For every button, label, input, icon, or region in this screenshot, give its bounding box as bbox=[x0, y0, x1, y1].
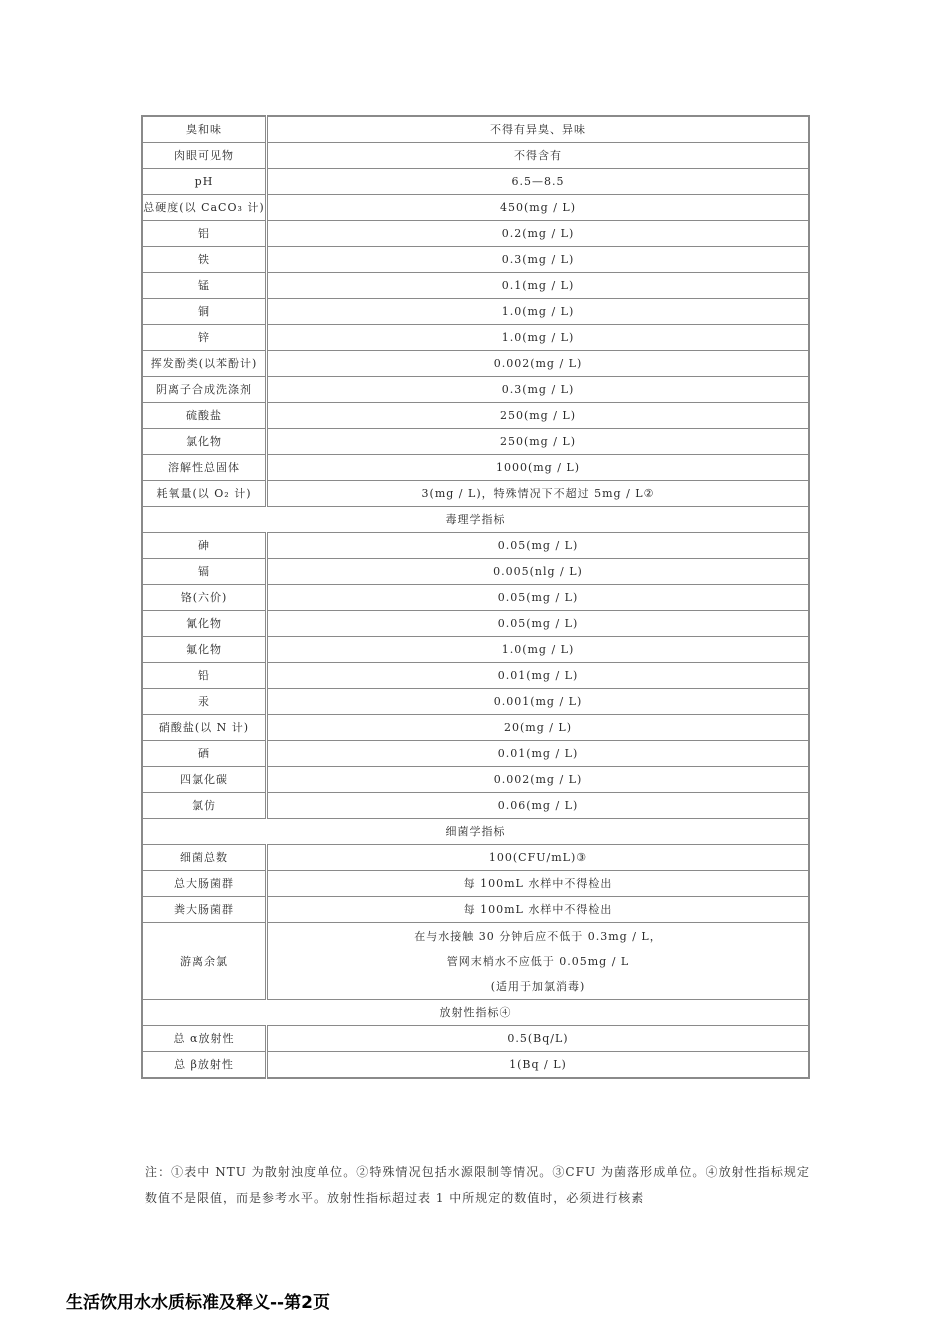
section-header-radioactivity: 放射性指标④ bbox=[142, 1000, 809, 1026]
limit-value-cell: 0.001(mg / L) bbox=[267, 689, 810, 715]
item-name-cell: 挥发酚类(以苯酚计) bbox=[142, 351, 267, 377]
item-name-cell: 溶解性总固体 bbox=[142, 455, 267, 481]
limit-line: 管网末梢水不应低于 0.05mg / L bbox=[446, 954, 630, 968]
table-row bbox=[142, 403, 809, 429]
item-name-cell: 总硬度(以 CaCO₃ 计) bbox=[142, 195, 267, 221]
item-name-cell: 总 β放射性 bbox=[142, 1052, 267, 1079]
section-header-toxicology: 毒理学指标 bbox=[142, 507, 809, 533]
limit-value-cell: 不得有异臭、异味 bbox=[267, 116, 810, 143]
limit-value-cell: 0.01(mg / L) bbox=[267, 663, 810, 689]
limit-value-cell: 0.2(mg / L) bbox=[267, 221, 810, 247]
limit-value-cell: 3(mg / L)，特殊情况下不超过 5mg / L② bbox=[267, 481, 810, 507]
item-name-cell: 氯仿 bbox=[142, 793, 267, 819]
limit-value-cell: 20(mg / L) bbox=[267, 715, 810, 741]
limit-value-cell: 不得含有 bbox=[267, 143, 810, 169]
limit-value-cell: 0.002(mg / L) bbox=[267, 351, 810, 377]
section-row bbox=[142, 507, 809, 533]
table-row bbox=[142, 325, 809, 351]
table-row bbox=[142, 455, 809, 481]
item-name-cell: 砷 bbox=[142, 533, 267, 559]
limit-value-cell: 0.5(Bq/L) bbox=[267, 1026, 810, 1052]
water-quality-table bbox=[141, 115, 810, 1079]
limit-value-cell: 100(CFU/mL)③ bbox=[267, 845, 810, 871]
item-name-cell: 汞 bbox=[142, 689, 267, 715]
item-name-cell: 氟化物 bbox=[142, 637, 267, 663]
limit-value-cell: 0.05(mg / L) bbox=[267, 611, 810, 637]
table-row bbox=[142, 871, 809, 897]
table-row bbox=[142, 273, 809, 299]
limit-value-cell: 1.0(mg / L) bbox=[267, 299, 810, 325]
limit-value-cell: 0.002(mg / L) bbox=[267, 767, 810, 793]
table-row bbox=[142, 221, 809, 247]
item-name-cell: 锌 bbox=[142, 325, 267, 351]
table-row bbox=[142, 481, 809, 507]
table-row bbox=[142, 377, 809, 403]
item-name-cell: 粪大肠菌群 bbox=[142, 897, 267, 923]
table-row bbox=[142, 611, 809, 637]
table-row bbox=[142, 845, 809, 871]
section-row bbox=[142, 1000, 809, 1026]
table-row bbox=[142, 1052, 809, 1079]
table-row bbox=[142, 585, 809, 611]
item-name-cell: 总大肠菌群 bbox=[142, 871, 267, 897]
table-row bbox=[142, 116, 809, 143]
table-row bbox=[142, 897, 809, 923]
limit-line: (适用于加氯消毒) bbox=[490, 979, 586, 993]
limit-value-cell: 1.0(mg / L) bbox=[267, 325, 810, 351]
item-name-cell: 铝 bbox=[142, 221, 267, 247]
table-row bbox=[142, 741, 809, 767]
item-name-cell: 铅 bbox=[142, 663, 267, 689]
limit-value-cell: 每 100mL 水样中不得检出 bbox=[267, 897, 810, 923]
table-row bbox=[142, 351, 809, 377]
section-row bbox=[142, 819, 809, 845]
item-name-cell: 耗氧量(以 O₂ 计) bbox=[142, 481, 267, 507]
table-row bbox=[142, 1026, 809, 1052]
table-row bbox=[142, 299, 809, 325]
limit-value-cell: 450(mg / L) bbox=[267, 195, 810, 221]
table-row bbox=[142, 715, 809, 741]
item-name-cell: 锰 bbox=[142, 273, 267, 299]
item-name-cell: 硫酸盐 bbox=[142, 403, 267, 429]
item-name-cell: 铁 bbox=[142, 247, 267, 273]
limit-value-cell: 0.05(mg / L) bbox=[267, 585, 810, 611]
limit-value-cell: 1.0(mg / L) bbox=[267, 637, 810, 663]
limit-value-cell: 0.3(mg / L) bbox=[267, 377, 810, 403]
limit-value-cell bbox=[267, 923, 810, 1000]
limit-value-cell: 每 100mL 水样中不得检出 bbox=[267, 871, 810, 897]
table-row bbox=[142, 247, 809, 273]
item-name-cell: 总 α放射性 bbox=[142, 1026, 267, 1052]
limit-value-cell: 250(mg / L) bbox=[267, 429, 810, 455]
table-row bbox=[142, 429, 809, 455]
table-row bbox=[142, 169, 809, 195]
limit-value-cell: 0.01(mg / L) bbox=[267, 741, 810, 767]
item-name-cell: 臭和味 bbox=[142, 116, 267, 143]
table-row bbox=[142, 923, 809, 1000]
limit-value-cell: 250(mg / L) bbox=[267, 403, 810, 429]
table-row bbox=[142, 637, 809, 663]
table-row bbox=[142, 767, 809, 793]
limit-value-cell: 0.06(mg / L) bbox=[267, 793, 810, 819]
item-name-cell: 氯化物 bbox=[142, 429, 267, 455]
limit-value-cell: 0.1(mg / L) bbox=[267, 273, 810, 299]
item-name-cell: 铜 bbox=[142, 299, 267, 325]
limit-value-cell: 0.05(mg / L) bbox=[267, 533, 810, 559]
item-name-cell: 肉眼可见物 bbox=[142, 143, 267, 169]
limit-value-cell: 1(Bq / L) bbox=[267, 1052, 810, 1079]
limit-line: 在与水接触 30 分钟后应不低于 0.3mg / L， bbox=[414, 929, 662, 943]
table-row bbox=[142, 689, 809, 715]
item-name-cell: 镉 bbox=[142, 559, 267, 585]
item-name-cell: 硒 bbox=[142, 741, 267, 767]
item-name-cell: pH bbox=[142, 169, 267, 195]
item-name-cell: 细菌总数 bbox=[142, 845, 267, 871]
item-name-cell: 四氯化碳 bbox=[142, 767, 267, 793]
item-name-cell: 氰化物 bbox=[142, 611, 267, 637]
limit-value-cell: 6.5—8.5 bbox=[267, 169, 810, 195]
page-footer: 生活饮用水水质标准及释义--第2页 bbox=[66, 1293, 330, 1313]
item-name-cell: 硝酸盐(以 N 计) bbox=[142, 715, 267, 741]
table-row bbox=[142, 559, 809, 585]
limit-value-cell: 0.005(nlg / L) bbox=[267, 559, 810, 585]
table-row bbox=[142, 793, 809, 819]
item-name-cell: 铬(六价) bbox=[142, 585, 267, 611]
limit-value-cell: 0.3(mg / L) bbox=[267, 247, 810, 273]
limit-value-cell: 1000(mg / L) bbox=[267, 455, 810, 481]
item-name-cell: 游离余氯 bbox=[142, 923, 267, 1000]
table-row bbox=[142, 143, 809, 169]
section-header-bacteriology: 细菌学指标 bbox=[142, 819, 809, 845]
table-row bbox=[142, 663, 809, 689]
item-name-cell: 阴离子合成洗涤剂 bbox=[142, 377, 267, 403]
footnote: 注：①表中 NTU 为散射浊度单位。②特殊情况包括水源限制等情况。③CFU 为菌落形成单位。④放射性指标规定数值不是限值，而是参考水平。放射性指标超过表 1 中所规定的数值时，必须进行核素 bbox=[145, 1165, 810, 1205]
table-row bbox=[142, 195, 809, 221]
table-row bbox=[142, 533, 809, 559]
